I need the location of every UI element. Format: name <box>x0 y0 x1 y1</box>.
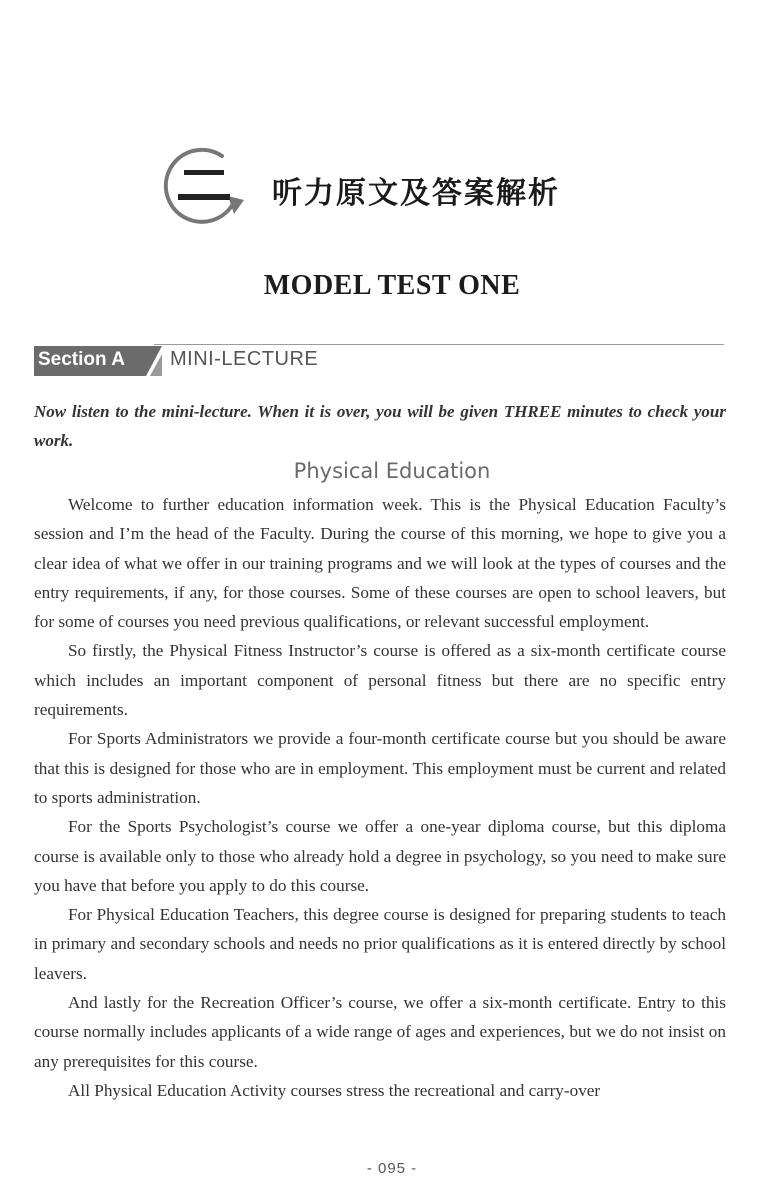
paragraph: And lastly for the Recreation Officer’s course, we offer a six-month certificate. Entry to this course normally includes applicants of a wide range of ages and experiences, but we do not insist on any prerequisites for this course. <box>34 993 726 1071</box>
chapter-title: 听力原文及答案解析 <box>272 176 560 211</box>
section-header <box>34 340 724 380</box>
section-label: MINI-LECTURE <box>170 348 319 370</box>
section-divider <box>154 344 724 345</box>
page-number: - 095 - <box>366 1160 418 1177</box>
section-badge: Section A <box>38 349 125 370</box>
paragraph: Welcome to further education information week. This is the Physical Education Faculty’s session and I’m the head of the Faculty. During the course of this morning, we hope to give you a clear idea of what we offer in our training programs and we will look at the types of courses and the entry requirements, if any, for those courses. Some of these courses are open to school leavers, but for some of courses you need previous qualifications, or relevant successful employment. <box>34 495 726 632</box>
paragraph: For Physical Education Teachers, this degree course is designed for preparing students to teach in primary and secondary schools and needs no prior qualifications as it is entered directly by school leavers. <box>34 905 726 983</box>
paragraph: For Sports Administrators we provide a four-month certificate course but you should be aware that this is designed for those who are in employment. This employment must be current and related to sports administration. <box>34 729 726 807</box>
test-title: MODEL TEST ONE <box>263 270 521 301</box>
chapter-number-circle-icon <box>160 140 250 230</box>
paragraph: All Physical Education Activity courses stress the recreational and carry-over <box>68 1080 601 1100</box>
paragraph: So firstly, the Physical Fitness Instructor’s course is offered as a six-month certificate course which includes an important component of personal fitness but there are no specific entry requirements. <box>34 641 726 720</box>
paragraph: For the Sports Psychologist’s course we offer a one-year diploma course, but this diploma course is available only to those who already hold a degree in psychology, so you need to make sure you have that before you apply to do this course. <box>34 817 726 895</box>
instruction-text: Now listen to the mini-lecture. When it is over, you will be given THREE minutes to check your work. <box>34 402 726 450</box>
passage-body <box>34 490 726 1105</box>
passage-title: Physical Education <box>293 459 491 483</box>
chapter-header <box>160 140 640 230</box>
